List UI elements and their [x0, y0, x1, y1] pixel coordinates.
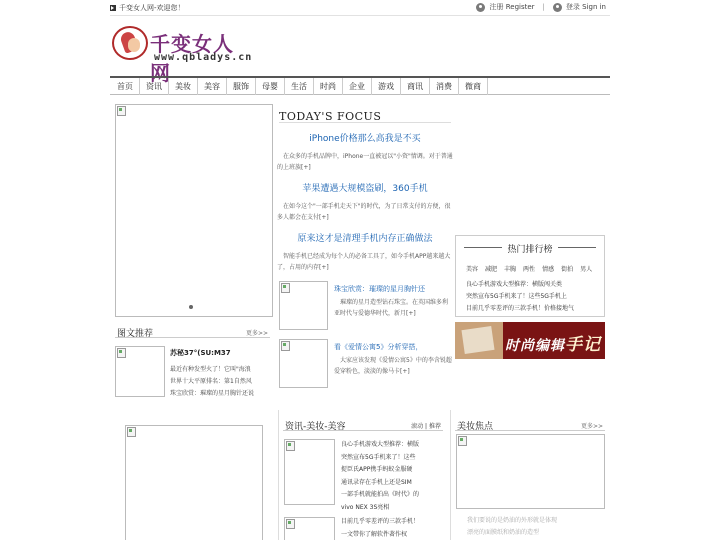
hot-rank-title: 热门排行榜: [456, 242, 604, 255]
list-item[interactable]: 世界十大平原排名：第1自然风: [170, 378, 252, 385]
nav-item-beauty[interactable]: 美容: [198, 78, 227, 95]
tab-recommend[interactable]: 推荐: [428, 423, 441, 430]
thumb-title[interactable]: 珠宝欣赏：璀璨的星月胸针还: [334, 285, 425, 293]
tag-bust[interactable]: 丰胸: [504, 266, 517, 273]
tag-emotion[interactable]: 情感: [542, 266, 555, 273]
banner-text-part: 手记: [565, 335, 601, 355]
section-title: 美妆焦点: [457, 422, 494, 432]
nav-item-fashion[interactable]: 服饰: [227, 78, 256, 95]
signin-link[interactable]: 登录 Sign in: [565, 3, 606, 11]
nav-item-trend[interactable]: 时尚: [314, 78, 343, 95]
nav-item-commerce[interactable]: 商讯: [401, 78, 430, 95]
hot-rank-list: [466, 279, 574, 315]
thumb-desc: 大家应该发现《爱情公寓5》中的李含锐超爱穿粉色，淡淡的像马卡[+]: [334, 357, 452, 375]
photo-recommend-image[interactable]: [115, 346, 165, 397]
tag-street-snap[interactable]: 街拍: [561, 266, 574, 273]
account-links: [476, 2, 606, 12]
tab-scroll[interactable]: 滚动: [411, 423, 424, 430]
main-nav: [110, 76, 610, 95]
list-item[interactable]: 捉臣氏APP携手蚂蚁金服硬: [341, 466, 413, 473]
nav-item-consumer[interactable]: 消费: [430, 78, 459, 95]
logo-emblem-icon: [112, 26, 148, 60]
list-item[interactable]: 一部手机就能拍出《时代》的: [341, 491, 420, 498]
nav-item-life[interactable]: 生活: [285, 78, 314, 95]
divider: [278, 410, 279, 540]
thumb-title[interactable]: 看《爱情公寓5》分析穿搭，: [334, 343, 423, 351]
list-item[interactable]: 目前几乎零差评的三款手机！: [341, 518, 420, 525]
beauty-focus-caption: [467, 515, 607, 539]
list-item[interactable]: 最近有种发型火了！它叫"海浪: [170, 366, 251, 373]
divider: [279, 122, 451, 123]
flag-icon: [110, 5, 116, 11]
focus-summary: 在如今这个"一部手机走天下"的时代，为了日常支付的方便，很多人都会在支付[+]: [277, 203, 451, 221]
banner-graphic: [455, 322, 503, 359]
news-list: [341, 439, 445, 514]
separator: |: [542, 3, 545, 11]
focus-summary: 在众多的手机品牌中，iPhone一直被冠以"小资"情调。对于普通的上班族[+]: [277, 153, 453, 171]
list-item[interactable]: 突然宣布5G手机来了！这些5G手机上: [466, 293, 567, 300]
list-item[interactable]: 一文带你了解软件著作权: [341, 530, 408, 538]
news-section-header: [283, 419, 443, 431]
list-item[interactable]: vivo NEX 3S亮相: [341, 503, 390, 511]
divider: [450, 410, 451, 540]
thumb-image[interactable]: [279, 339, 328, 388]
news-image[interactable]: [284, 517, 335, 540]
list-item[interactable]: 通讯录存在手机上还是SIM: [341, 478, 412, 486]
section-tabs: [411, 421, 441, 430]
welcome-text: 千变女人网-欢迎您！: [119, 4, 185, 12]
banner-text-part: 时尚: [505, 338, 535, 354]
fashion-editor-banner[interactable]: [455, 322, 605, 359]
news-image[interactable]: [284, 439, 335, 505]
main-slider-image[interactable]: [115, 104, 273, 317]
focus-headline[interactable]: 苹果遭遇大规模盗刷，360手机: [302, 184, 428, 194]
thumb-image[interactable]: [279, 281, 328, 330]
tag-relationships[interactable]: 两性: [523, 266, 536, 273]
focus-title: TODAY'S FOCUS: [279, 110, 382, 123]
logo-url: www.qbladys.cn: [154, 52, 253, 63]
welcome-area: [110, 3, 185, 13]
list-item[interactable]: 良心手机游戏大型推荐：横版闯关类: [466, 281, 563, 288]
nav-item-business[interactable]: 企业: [343, 78, 372, 95]
focus-headline[interactable]: iPhone价格那么高我是不买: [309, 134, 421, 144]
nav-item-news[interactable]: 资讯: [140, 78, 169, 95]
nav-item-makeup[interactable]: 美妆: [169, 78, 198, 95]
feature-title[interactable]: 苏秘37°(SU:M37: [170, 349, 231, 357]
slider-dot[interactable]: [189, 305, 193, 309]
list-item[interactable]: 目前几乎零差评的三款手机！价格接地气: [466, 305, 575, 312]
photo-recommend-header: [115, 326, 270, 338]
nav-item-wechat-business[interactable]: 微商: [459, 78, 488, 95]
bottom-left-image[interactable]: [125, 425, 263, 540]
more-link[interactable]: 更多>>: [245, 330, 268, 337]
banner-text-part: 编辑: [535, 338, 565, 354]
thumb-desc: 璀璨的星月造型钻石珠宝。在英国维多利亚时代与爱德华时代，新月[+]: [334, 299, 449, 317]
banner-text: [505, 330, 601, 355]
nav-item-baby[interactable]: 母婴: [256, 78, 285, 95]
register-link[interactable]: 注册 Register: [489, 3, 535, 11]
focus-summary: 智能手机已经成为每个人的必备工具了，如今手机APP越来越大了，占用的内存[+]: [277, 253, 451, 271]
tag-men[interactable]: 男人: [580, 266, 593, 273]
tag-beauty[interactable]: 美容: [466, 266, 479, 273]
top-bar: [110, 0, 610, 16]
user-icon: [553, 3, 562, 12]
beauty-focus-header: [455, 419, 605, 431]
more-link[interactable]: 更多>>: [580, 423, 603, 430]
news-list: [341, 516, 445, 540]
tag-diet[interactable]: 减肥: [485, 266, 498, 273]
section-title: 资讯-美妆-美容: [285, 422, 346, 432]
list-item[interactable]: 突然宣布5G手机来了！这些: [341, 453, 416, 461]
site-logo[interactable]: [112, 26, 253, 85]
nav-item-home[interactable]: 首页: [110, 78, 140, 95]
tab-separator: |: [425, 423, 428, 430]
section-title: 图文推荐: [117, 329, 154, 339]
caption-line: 漂亮的面膜纸和奶油的造型: [467, 529, 540, 536]
logo-name: 千变女人网: [150, 32, 234, 85]
nav-item-games[interactable]: 游戏: [372, 78, 401, 95]
hot-rank-tags: [466, 264, 592, 273]
caption-line: 我们要说的是奶油的外形就是体现: [467, 517, 558, 524]
list-item[interactable]: 珠宝欣赏：璀璨的星月胸针还说: [170, 390, 255, 397]
hot-rank-box: [455, 235, 605, 317]
beauty-focus-image[interactable]: [456, 434, 605, 509]
user-icon: [476, 3, 485, 12]
focus-headline[interactable]: 原来这才是清理手机内存正确做法: [297, 234, 433, 244]
list-item[interactable]: 良心手机游戏大型推荐：横版: [341, 441, 420, 448]
photo-recommend-list: [170, 348, 275, 400]
